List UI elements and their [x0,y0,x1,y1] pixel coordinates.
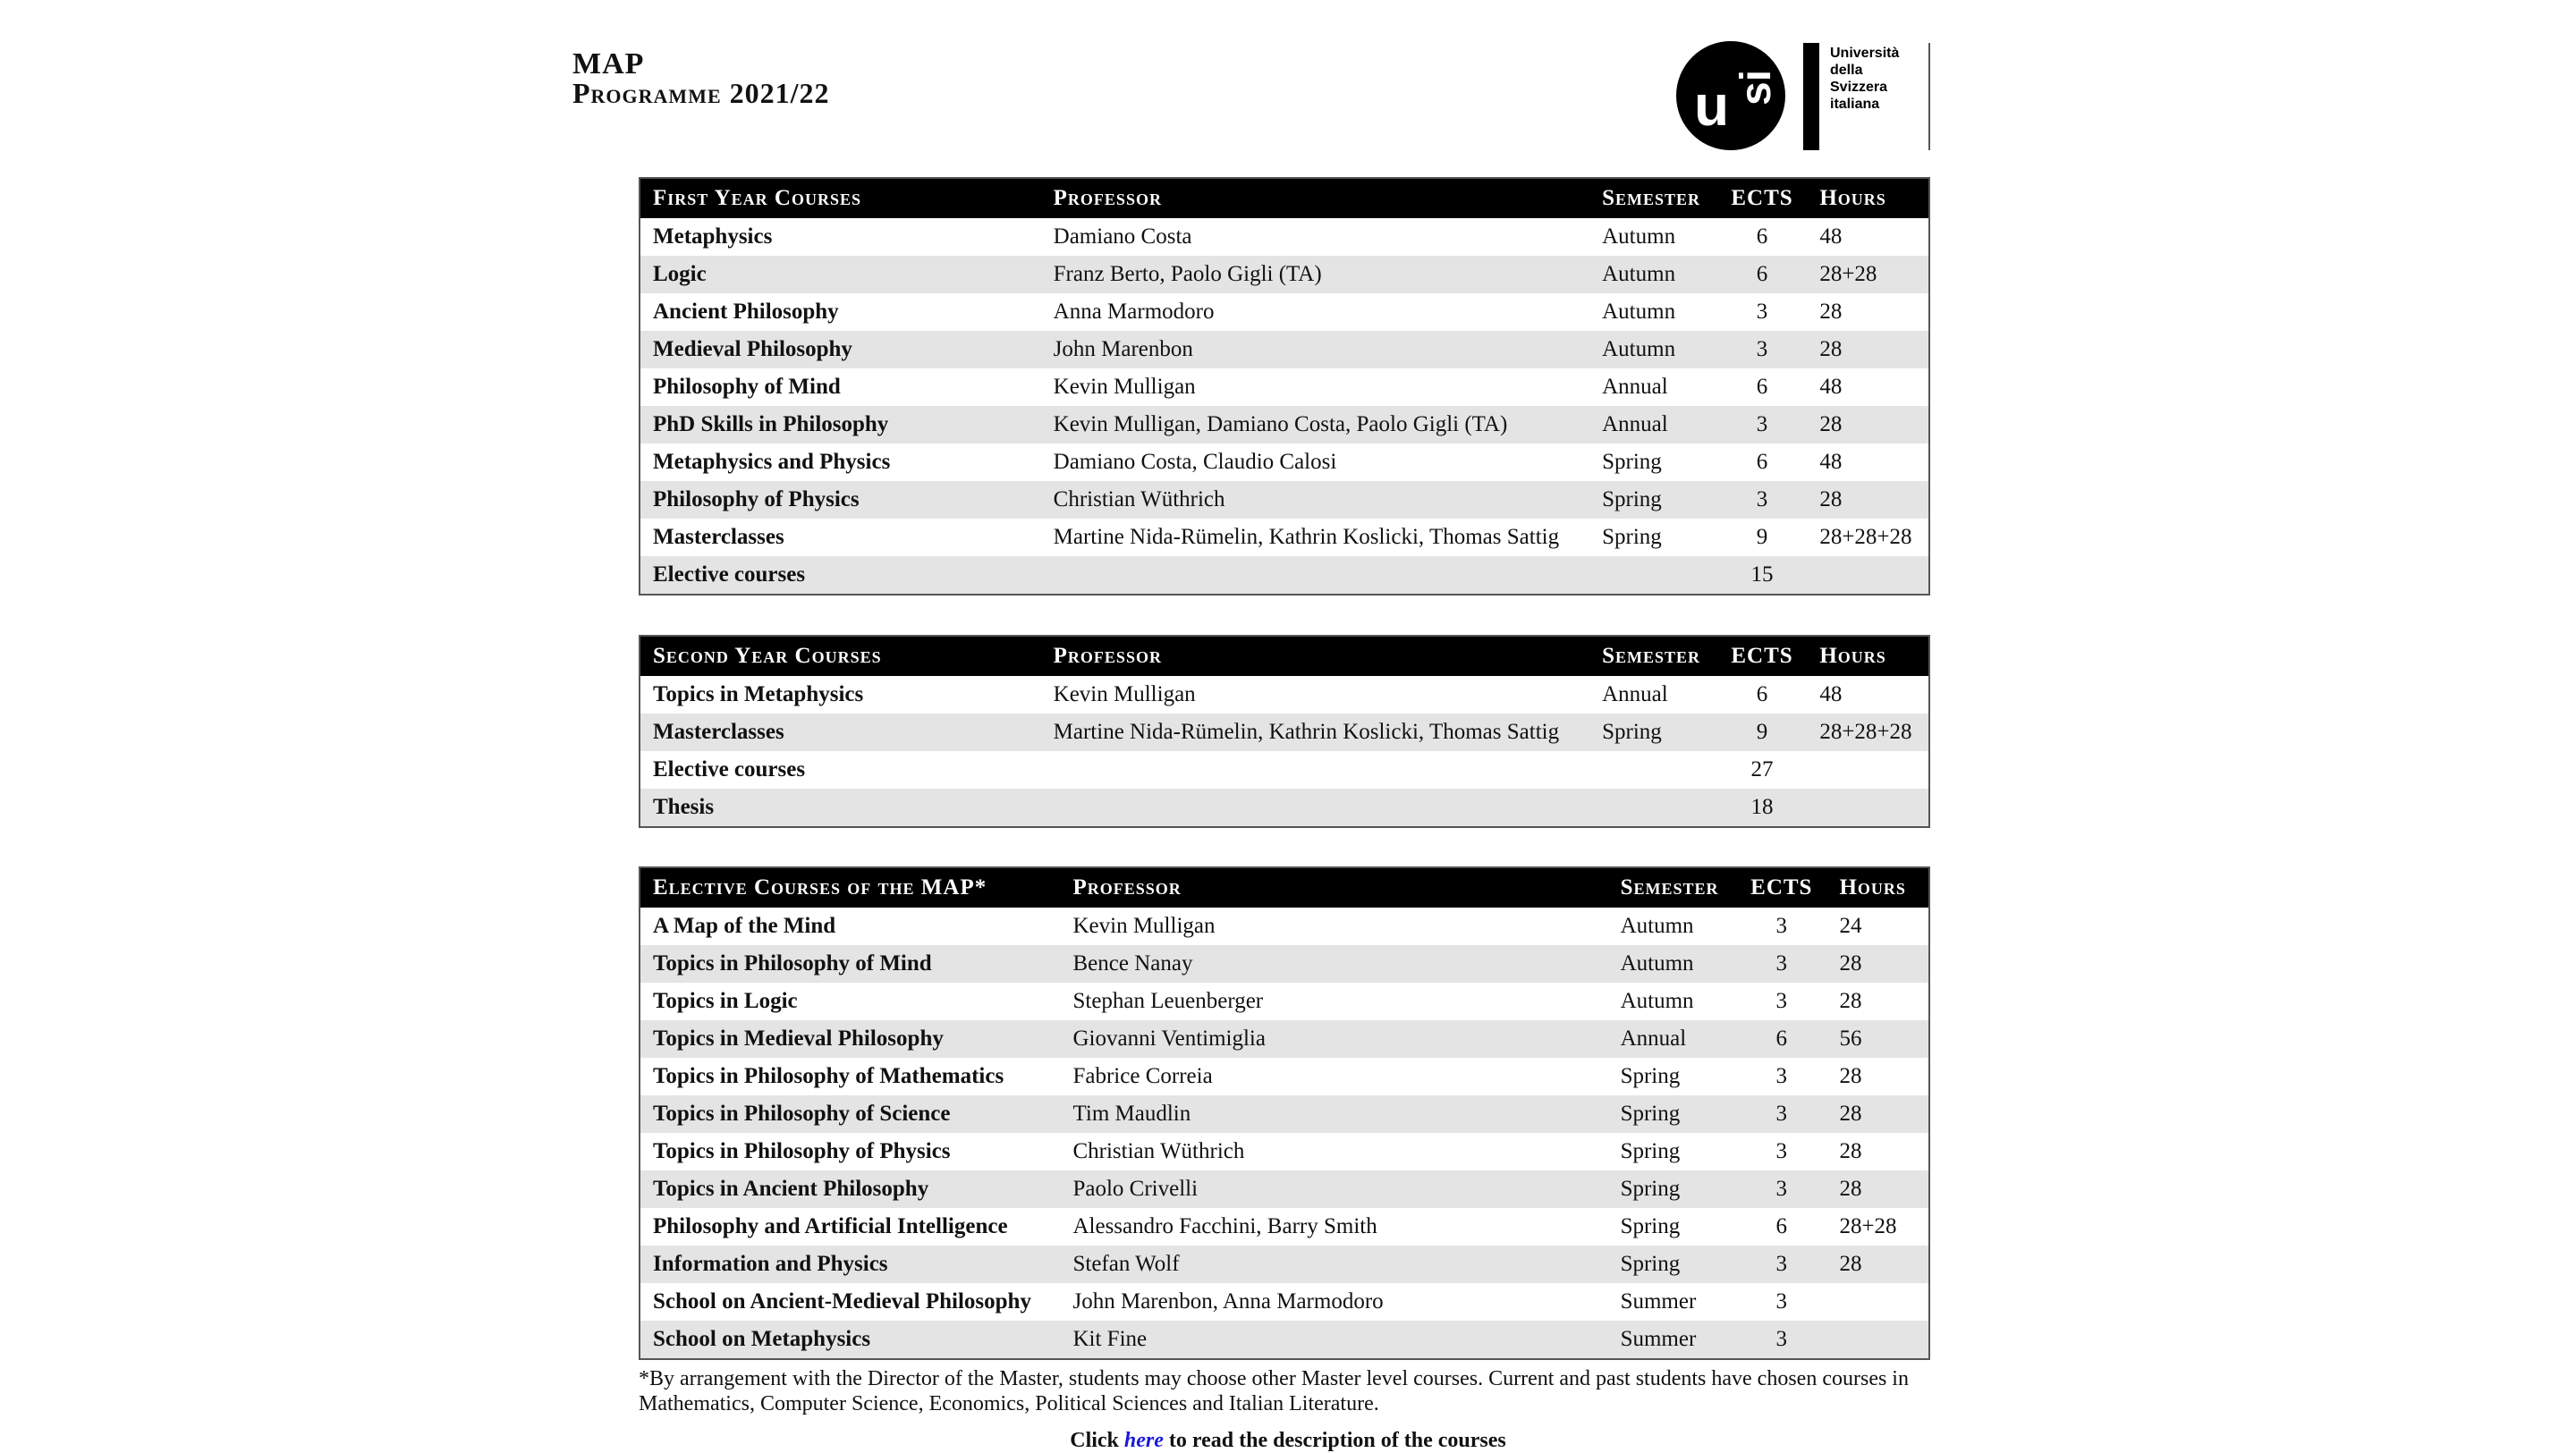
column-header-course: Second Year Courses [640,636,1041,676]
cell-ects: 6 [1756,682,1768,706]
cell-course: Topics in Medieval Philosophy [640,1020,1060,1058]
cell-hours: 56 [1826,1020,1929,1058]
column-header-professor: Professor [1041,178,1589,218]
cell-professor: Bence Nanay [1060,945,1607,983]
table-row [640,714,1929,751]
column-header-hours: Hours [1807,178,1929,218]
table-row [640,1058,1929,1095]
cell-professor: Damiano Costa [1053,224,1192,249]
cell-professor: Franz Berto, Paolo Gigli (TA) [1041,256,1589,293]
cell-professor [1041,789,1589,827]
cell-professor: Martine Nida-Rümelin, Kathrin Koslicki, Thomas Sattig [1041,714,1589,751]
cell-professor: Stephan Leuenberger [1072,989,1264,1013]
cell-ects: 3 [1736,1170,1826,1208]
cell-hours: 28+28+28 [1807,714,1929,751]
cell-hours [1807,751,1929,789]
cell-ects: 3 [1775,1064,1788,1088]
cell-ects: 3 [1736,945,1826,983]
cell-course: Topics in Ancient Philosophy [640,1170,1060,1208]
table-row [640,1095,1929,1133]
logo-word-4: italiana [1830,97,1880,112]
cell-professor: Damiano Costa, Claudio Calosi [1053,450,1337,474]
cell-hours: 28 [1826,1170,1929,1208]
cell-hours [1826,1283,1929,1321]
cell-course: Topics in Metaphysics [653,682,864,706]
cell-course: Philosophy and Artificial Intelligence [653,1214,1008,1238]
cell-hours [1826,1321,1929,1359]
table-row [640,1246,1929,1283]
cell-professor: Kevin Mulligan, Damiano Costa, Paolo Gigli (TA) [1041,406,1589,444]
cell-semester: Autumn [1620,989,1694,1013]
cell-hours: 28 [1826,1095,1929,1133]
cell-professor: Paolo Crivelli [1060,1170,1607,1208]
table-row [640,1283,1929,1321]
cell-ects: 3 [1775,989,1788,1013]
table-row [640,444,1929,481]
column-header-course: First Year Courses [640,178,1041,218]
cell-professor: Martine Nida-Rümelin, Kathrin Koslicki, Thomas Sattig [1053,525,1560,549]
cell-ects: 6 [1717,256,1808,293]
column-header-semester: Semester [1589,636,1717,676]
cell-semester: Autumn [1602,300,1676,324]
cell-ects: 9 [1717,714,1808,751]
cell-hours: 24 [1839,914,1862,938]
table-row [640,406,1929,444]
cell-professor: John Marenbon [1041,331,1589,368]
table-row [640,945,1929,983]
table-header-row [640,636,1929,676]
cell-course: Masterclasses [640,714,1041,751]
cell-hours: 28 [1839,989,1862,1013]
cell-course: Information and Physics [640,1246,1060,1283]
column-header-hours: Hours [1826,867,1929,908]
cell-professor: Kevin Mulligan [1072,914,1216,938]
cell-hours [1807,556,1929,595]
cell-course: School on Ancient-Medieval Philosophy [653,1289,1031,1314]
table-row [640,218,1929,256]
cell-course: Masterclasses [653,525,784,549]
logo-word-2: della [1830,63,1863,78]
table-row [640,1170,1929,1208]
table-row [640,1133,1929,1170]
cell-professor: Stefan Wolf [1060,1246,1607,1283]
cell-semester [1589,751,1717,789]
cell-semester: Summer [1608,1321,1737,1359]
cell-semester: Autumn [1602,224,1676,249]
cell-semester: Spring [1602,450,1662,474]
cell-hours: 28 [1839,1064,1862,1088]
title-line-2: Programme 2021/22 [572,77,830,109]
table-row [640,293,1929,331]
table-row [640,556,1929,595]
cell-ects: 6 [1756,375,1768,399]
cell-ects: 3 [1756,300,1768,324]
cell-semester: Autumn [1589,256,1717,293]
table-row [640,751,1929,789]
cell-professor: Christian Wüthrich [1041,481,1589,519]
column-header-hours: Hours [1807,636,1929,676]
cell-hours: 28 [1839,1139,1862,1163]
column-header-course: Elective Courses of the MAP* [640,867,1060,908]
cell-semester: Autumn [1620,914,1694,938]
table-row [640,908,1929,945]
table-row [640,368,1929,406]
cell-course: Elective courses [653,757,806,781]
column-header-semester: Semester [1608,867,1737,908]
course-description-link[interactable]: here [1123,1429,1164,1452]
cell-semester: Spring [1602,525,1662,549]
cell-ects: 3 [1775,1289,1788,1314]
cell-ects: 6 [1756,450,1768,474]
table-header-row [640,867,1929,908]
logo-word-3: Svizzera [1830,80,1888,95]
cell-ects: 3 [1717,481,1808,519]
cell-hours: 28+28 [1839,1214,1897,1238]
cell-hours: 28 [1826,1246,1929,1283]
cell-hours: 28 [1807,331,1929,368]
cell-semester [1589,789,1717,827]
cell-course: Elective courses [640,556,1041,595]
cell-professor: Kevin Mulligan [1053,375,1196,399]
column-header-professor: Professor [1060,867,1607,908]
cell-professor [1041,556,1589,595]
cell-course: Metaphysics [653,224,773,249]
cell-hours: 28+28 [1807,256,1929,293]
cell-ects: 3 [1736,1321,1826,1359]
column-header-ects: ECTS [1717,636,1808,676]
logo-mark-si: si [1733,69,1780,106]
table-row [640,676,1929,714]
second-year-courses-table [639,635,1930,828]
cell-hours: 48 [1819,224,1843,249]
logo-rule [1928,43,1930,150]
cell-course: PhD Skills in Philosophy [640,406,1041,444]
cell-professor: Giovanni Ventimiglia [1060,1020,1607,1058]
cell-ects: 3 [1736,1246,1826,1283]
cell-semester: Annual [1608,1020,1737,1058]
cell-course: Philosophy of Physics [640,481,1041,519]
cell-course: Ancient Philosophy [653,300,839,324]
first-year-courses-table [639,177,1930,596]
cell-ects: 15 [1717,556,1808,595]
cell-course: Medieval Philosophy [640,331,1041,368]
cell-course: Thesis [640,789,1041,827]
table-row [640,1020,1929,1058]
cell-hours: 48 [1819,682,1843,706]
cell-hours [1807,789,1929,827]
column-header-professor: Professor [1041,636,1589,676]
table-row [640,1208,1929,1246]
table-row [640,519,1929,556]
cell-professor: Kit Fine [1060,1321,1607,1359]
elective-courses-table [639,866,1930,1360]
cell-hours: 28 [1826,945,1929,983]
cell-hours: 28 [1819,300,1843,324]
column-header-semester: Semester [1589,178,1717,218]
cell-hours: 28 [1807,481,1929,519]
cell-ects: 3 [1717,406,1808,444]
cell-semester: Spring [1608,1095,1737,1133]
column-header-ects: ECTS [1717,178,1808,218]
cell-semester: Spring [1608,1170,1737,1208]
cell-hours: 28 [1807,406,1929,444]
logo-bar [1803,43,1819,150]
cell-ects: 3 [1736,1095,1826,1133]
cell-ects: 6 [1775,1214,1788,1238]
table-row [640,331,1929,368]
cell-course: Metaphysics and Physics [653,450,891,474]
cell-course: School on Metaphysics [640,1321,1060,1359]
logo-wordmark [1830,45,1899,113]
cell-semester: Annual [1602,375,1668,399]
table-row [640,256,1929,293]
cell-professor [1041,751,1589,789]
cell-semester: Spring [1589,481,1717,519]
cell-course: Topics in Philosophy of Mathematics [653,1064,1004,1088]
table-row [640,983,1929,1020]
cell-hours: 48 [1819,375,1843,399]
cell-ects: 6 [1756,224,1768,249]
cell-ects: 6 [1736,1020,1826,1058]
usi-logo [1676,39,1945,152]
cell-semester: Spring [1620,1139,1681,1163]
cell-professor: Tim Maudlin [1060,1095,1607,1133]
cell-semester: Autumn [1608,945,1737,983]
cell-semester: Annual [1602,682,1668,706]
table-row [640,481,1929,519]
cell-professor: Fabrice Correia [1072,1064,1213,1088]
cell-semester: Spring [1608,1246,1737,1283]
cell-semester: Annual [1589,406,1717,444]
cell-ects: 3 [1775,914,1788,938]
cell-semester [1589,556,1717,595]
cell-ects: 9 [1756,525,1768,549]
cell-professor: Anna Marmodoro [1053,300,1215,324]
click-text-before: Click [1070,1429,1124,1452]
logo-word-1: Università [1830,46,1900,61]
footnote: *By arrangement with the Director of the Master, students may choose other Master level courses. Current and past students have chosen courses in Mathematics, Computer Science, Economics, Political Sciences and Italian Literature. [639,1367,1909,1415]
cell-course: Logic [640,256,1041,293]
column-header-ects: ECTS [1736,867,1826,908]
cell-professor: John Marenbon, Anna Marmodoro [1072,1289,1384,1314]
cell-ects: 18 [1717,789,1808,827]
cell-ects: 27 [1750,757,1774,781]
cell-hours: 28+28+28 [1819,525,1912,549]
table-header-row [640,178,1929,218]
cell-semester: Spring [1620,1214,1681,1238]
cell-semester: Spring [1589,714,1717,751]
cell-professor: Alessandro Facchini, Barry Smith [1072,1214,1377,1238]
cell-hours: 48 [1819,450,1843,474]
table-row [640,1321,1929,1359]
click-text-after: to read the description of the courses [1163,1429,1506,1452]
cell-course: Topics in Philosophy of Physics [653,1139,951,1163]
title-line-1: MAP [572,47,645,80]
page-title [572,47,830,109]
cell-ects: 3 [1717,331,1808,368]
cell-professor: Kevin Mulligan [1053,682,1196,706]
table-row [640,789,1929,827]
cell-course: Philosophy of Mind [653,375,841,399]
cell-semester: Autumn [1589,331,1717,368]
cell-course: Topics in Philosophy of Mind [640,945,1060,983]
course-description-line [0,1429,2576,1453]
cell-semester: Summer [1620,1289,1697,1314]
cell-semester: Spring [1620,1064,1681,1088]
cell-ects: 3 [1775,1139,1788,1163]
cell-course: Topics in Philosophy of Science [640,1095,1060,1133]
logo-mark-u: u [1694,73,1730,138]
cell-professor: Christian Wüthrich [1072,1139,1245,1163]
cell-course: A Map of the Mind [653,914,836,938]
cell-course: Topics in Logic [653,989,798,1013]
